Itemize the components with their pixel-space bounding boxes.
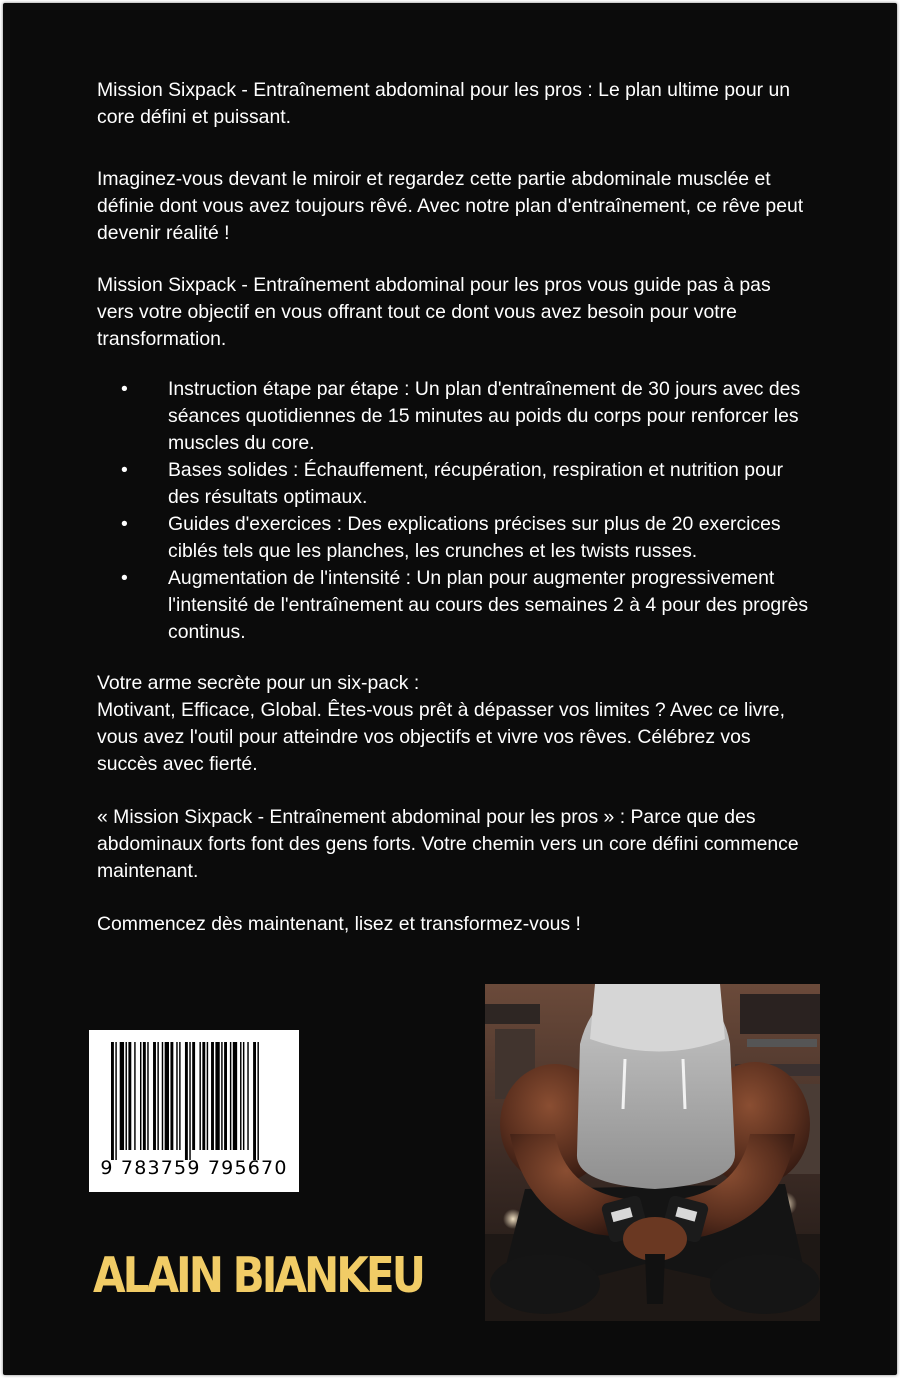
barcode-bar (162, 1042, 163, 1150)
list-item-text: Bases solides : Échauffement, récupération, respiration et nutrition pour des résultats optimaux. (168, 459, 784, 508)
barcode-bar (134, 1042, 135, 1150)
isbn-number: 9 783759 795670 (100, 1157, 288, 1179)
barcode (89, 1030, 299, 1192)
closing-paragraph: Commencez dès maintenant, lisez et transformez-vous ! (97, 913, 581, 935)
barcode-bar (199, 1042, 200, 1150)
feature-list (97, 376, 809, 646)
barcode-bar (147, 1042, 148, 1150)
guide-paragraph: Mission Sixpack - Entraînement abdominal pour les pros vous guide pas à pas vers votre objectif en vous offrant tout ce dont vous avez besoin pour votre transformation. (97, 274, 771, 350)
list-item-text: Guides d'exercices : Des explications précises sur plus de 20 exercices ciblés tels que les planches, les crunches et les twists russes. (168, 513, 781, 562)
barcode-bar (221, 1042, 222, 1150)
barcode-bar (215, 1042, 219, 1150)
bullet-icon: • (121, 567, 128, 589)
barcode-bars (111, 1042, 277, 1160)
weapon-text: Motivant, Efficace, Global. Êtes-vous prêt à dépasser vos limites ? Avec ce livre, vous avez l'outil pour atteindre vos objectifs et vivre vos rêves. Célébrez vos succès avec fierté. (97, 699, 785, 775)
list-item (97, 565, 809, 646)
barcode-bar (120, 1042, 124, 1150)
barcode-bar (143, 1042, 146, 1150)
barcode-bar (253, 1042, 256, 1160)
barcode-bar (211, 1042, 214, 1150)
barcode-bar (115, 1042, 116, 1160)
bullet-icon: • (121, 459, 128, 481)
quote-paragraph: « Mission Sixpack - Entraînement abdominal pour les pros » : Parce que des abdominaux forts font des gens forts. Votre chemin vers un core défini commence maintenant. (97, 806, 799, 882)
barcode-bar (224, 1042, 227, 1150)
barcode-bar (192, 1042, 195, 1150)
weapon-heading: Votre arme secrète pour un six-pack : (97, 672, 420, 694)
barcode-bar (140, 1042, 141, 1150)
barcode-bar (176, 1042, 177, 1150)
barcode-bar (243, 1042, 244, 1150)
barcode-bar (165, 1042, 169, 1150)
bullet-icon: • (121, 378, 128, 400)
list-item (97, 376, 809, 457)
list-item (97, 457, 809, 511)
barcode-bar (257, 1042, 258, 1160)
barcode-bar (126, 1042, 127, 1150)
intro-paragraph: Imaginez-vous devant le miroir et regardez cette partie abdominale musclée et définie dont vous avez toujours rêvé. Avec notre plan d'entraînement, ce rêve peut devenir réalité ! (97, 168, 804, 244)
barcode-bar (185, 1042, 188, 1160)
barcode-bar (157, 1042, 158, 1150)
barcode-bar (230, 1042, 231, 1150)
barcode-bar (240, 1042, 241, 1150)
barcode-bar (153, 1042, 156, 1150)
athlete-photo-illustration (485, 984, 820, 1321)
barcode-bar (202, 1042, 205, 1150)
barcode-bar (207, 1042, 208, 1150)
barcode-bar (189, 1042, 190, 1160)
author-name: ALAIN BIANKEU (93, 1247, 423, 1304)
back-cover (3, 3, 897, 1375)
barcode-bar (233, 1042, 237, 1150)
list-item-text: Augmentation de l'intensité : Un plan pour augmenter progressivement l'intensité de l'entraînement au cours des semaines 2 à 4 pour des progrès continus. (168, 567, 809, 643)
blurb (97, 77, 809, 938)
barcode-bar (247, 1042, 248, 1150)
barcode-bar (128, 1042, 131, 1150)
title-paragraph: Mission Sixpack - Entraînement abdominal pour les pros : Le plan ultime pour un core défini et puissant. (97, 79, 791, 128)
author-photo (485, 984, 820, 1321)
bullet-icon: • (121, 513, 128, 535)
barcode-bar (111, 1042, 114, 1160)
barcode-bar (179, 1042, 180, 1150)
list-item (97, 511, 809, 565)
barcode-bar (170, 1042, 173, 1150)
list-item-text: Instruction étape par étape : Un plan d'entraînement de 30 jours avec des séances quotidiennes de 15 minutes au poids du corps pour renforcer les muscles du core. (168, 378, 801, 454)
